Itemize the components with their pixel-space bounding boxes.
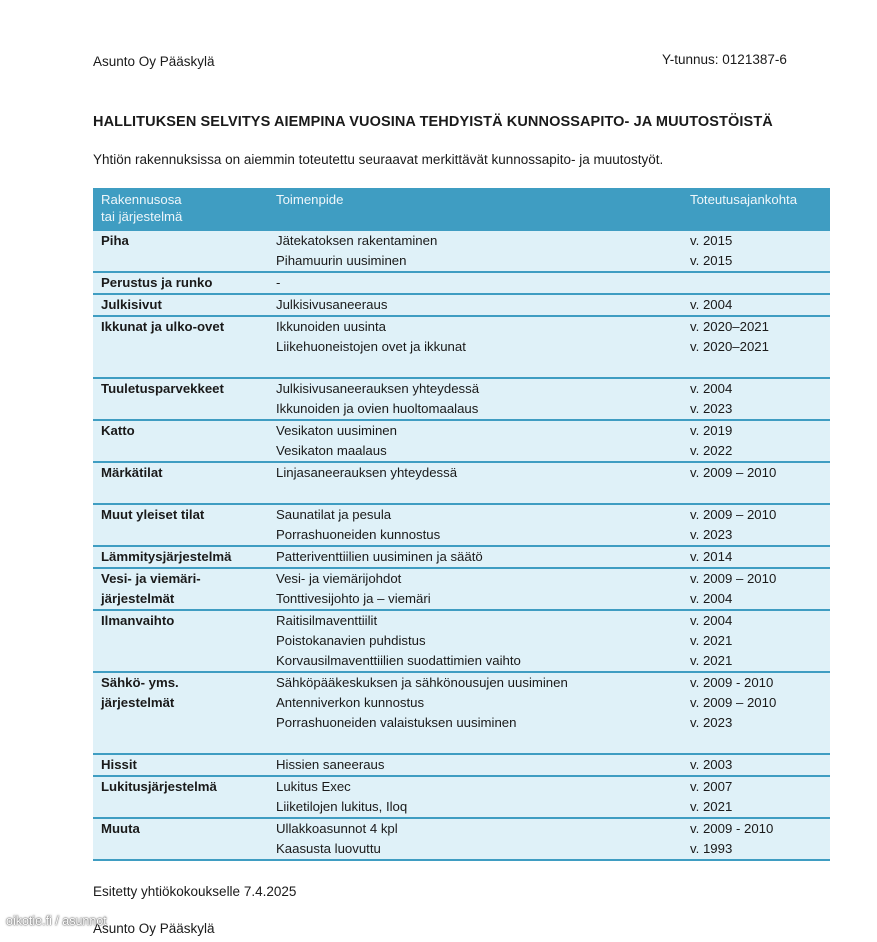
action-cell	[268, 462, 682, 504]
table-row	[93, 610, 830, 672]
building-part-label: Muuta	[101, 821, 140, 836]
building-part-cell	[93, 672, 268, 754]
action-cell	[268, 504, 682, 546]
table-row	[93, 546, 830, 568]
date-cell	[682, 316, 830, 378]
watermark: oikotie.fi / asunnot	[6, 914, 107, 928]
action-cell	[268, 672, 682, 754]
action-cell	[268, 776, 682, 818]
action-cell	[268, 568, 682, 610]
action-text: Raitisilmaventtiilit	[276, 613, 378, 628]
building-part-label: Julkisivut	[101, 297, 162, 312]
date-text: v. 2009 – 2010	[690, 571, 777, 586]
date-cell	[682, 818, 830, 860]
date-text: v. 2023	[690, 715, 733, 730]
action-text: Ullakkoasunnot 4 kpl	[276, 821, 398, 836]
action-text: Sähköpääkeskuksen ja sähkönousujen uusiminen	[276, 675, 568, 690]
signature-company: Asunto Oy Pääskylä	[93, 921, 215, 936]
building-part-cell	[93, 316, 268, 378]
date-text: v. 2019	[690, 423, 733, 438]
header-building-part	[93, 188, 268, 230]
building-part-label: Sähkö- yms.	[101, 675, 179, 690]
date-text: v. 2015	[690, 253, 733, 268]
action-text: Julkisivusaneerauksen yhteydessä	[276, 381, 480, 396]
date-cell	[682, 754, 830, 776]
table-row	[93, 568, 830, 610]
date-text: v. 2022	[690, 443, 733, 458]
action-text: -	[276, 275, 281, 290]
date-text: v. 2009 - 2010	[690, 821, 774, 836]
date-cell	[682, 672, 830, 754]
date-text: v. 2014	[690, 549, 733, 564]
date-cell	[682, 776, 830, 818]
date-text: v. 2004	[690, 613, 733, 628]
date-text: v. 2004	[690, 591, 733, 606]
building-part-cell	[93, 294, 268, 316]
building-part-label: Märkätilat	[101, 465, 163, 480]
building-part-label: Vesi- ja viemäri-	[101, 571, 201, 586]
action-text: Hissien saneeraus	[276, 757, 385, 772]
action-cell	[268, 610, 682, 672]
date-cell	[682, 272, 830, 294]
intro-text: Yhtiön rakennuksissa on aiemmin toteutettu seuraavat merkittävät kunnossapito- ja muutostyöt.	[93, 152, 664, 167]
action-text: Porrashuoneiden kunnostus	[276, 527, 441, 542]
table-header-row	[93, 188, 830, 230]
action-text: Jätekatoksen rakentaminen	[276, 233, 438, 248]
building-part-cell	[93, 610, 268, 672]
building-part-label: Ilmanvaihto	[101, 613, 175, 628]
action-text: Vesi- ja viemärijohdot	[276, 571, 402, 586]
date-cell	[682, 378, 830, 420]
business-id: Y-tunnus: 0121387-6	[662, 52, 787, 67]
action-text: Porrashuoneiden valaistuksen uusiminen	[276, 715, 517, 730]
action-text: Vesikaton uusiminen	[276, 423, 397, 438]
action-cell	[268, 294, 682, 316]
action-text: Patteriventtiilien uusiminen ja säätö	[276, 549, 483, 564]
action-text: Liikehuoneistojen ovet ja ikkunat	[276, 339, 466, 354]
date-text: v. 1993	[690, 841, 733, 856]
action-text: Kaasusta luovuttu	[276, 841, 381, 856]
date-text: v. 2007	[690, 779, 733, 794]
building-part-label: Tuuletusparvekkeet	[101, 381, 224, 396]
table-row	[93, 776, 830, 818]
table-row	[93, 272, 830, 294]
action-text: Antenniverkon kunnostus	[276, 695, 425, 710]
building-part-cell	[93, 568, 268, 610]
date-cell	[682, 568, 830, 610]
action-text: Liiketilojen lukitus, Iloq	[276, 799, 408, 814]
building-part-cell	[93, 546, 268, 568]
action-text: Ikkunoiden ja ovien huoltomaalaus	[276, 401, 479, 416]
date-cell	[682, 294, 830, 316]
table-row	[93, 754, 830, 776]
document-heading: HALLITUKSEN SELVITYS AIEMPINA VUOSINA TEHDYISTÄ KUNNOSSAPITO- JA MUUTOSTÖISTÄ	[93, 114, 773, 130]
date-text: v. 2004	[690, 297, 733, 312]
building-part-cell	[93, 420, 268, 462]
building-part-cell	[93, 754, 268, 776]
date-text: v. 2009 – 2010	[690, 465, 777, 480]
presented-date: Esitetty yhtiökokoukselle 7.4.2025	[93, 884, 297, 899]
date-text: v. 2021	[690, 633, 733, 648]
maintenance-table	[93, 188, 830, 861]
action-text: Tonttivesijohto ja – viemäri	[276, 591, 431, 606]
date-text: v. 2021	[690, 799, 733, 814]
table-row	[93, 462, 830, 504]
action-cell	[268, 546, 682, 568]
action-text: Linjasaneerauksen yhteydessä	[276, 465, 458, 480]
date-cell	[682, 462, 830, 504]
header-date	[682, 188, 830, 230]
date-text: v. 2009 - 2010	[690, 675, 774, 690]
building-part-cell	[93, 504, 268, 546]
building-part-label: Muut yleiset tilat	[101, 507, 205, 522]
table-row	[93, 230, 830, 272]
table-row	[93, 420, 830, 462]
company-name: Asunto Oy Pääskylä	[93, 54, 215, 69]
action-text: Poistokanavien puhdistus	[276, 633, 426, 648]
header-date-label: Toteutusajankohta	[690, 192, 798, 207]
date-text: v. 2009 – 2010	[690, 507, 777, 522]
date-text	[690, 273, 822, 293]
action-text: Vesikaton maalaus	[276, 443, 387, 458]
action-cell	[268, 272, 682, 294]
action-cell	[268, 818, 682, 860]
building-part-label: Ikkunat ja ulko-ovet	[101, 319, 225, 334]
date-text: v. 2020–2021	[690, 339, 769, 354]
table-row	[93, 818, 830, 860]
action-text: Saunatilat ja pesula	[276, 507, 392, 522]
date-text: v. 2004	[690, 381, 733, 396]
building-part-cell	[93, 462, 268, 504]
date-cell	[682, 610, 830, 672]
building-part-cell	[93, 776, 268, 818]
date-text: v. 2021	[690, 653, 733, 668]
date-text: v. 2009 – 2010	[690, 695, 777, 710]
table-row	[93, 378, 830, 420]
action-cell	[268, 316, 682, 378]
action-cell	[268, 378, 682, 420]
header-action-label: Toimenpide	[276, 192, 344, 207]
action-cell	[268, 420, 682, 462]
date-text: v. 2015	[690, 233, 733, 248]
table-row	[93, 672, 830, 754]
action-text: Ikkunoiden uusinta	[276, 319, 386, 334]
building-part-cell	[93, 818, 268, 860]
date-cell	[682, 546, 830, 568]
action-text: Pihamuurin uusiminen	[276, 253, 407, 268]
date-text: v. 2003	[690, 757, 733, 772]
action-text: Lukitus Exec	[276, 779, 351, 794]
building-part-cell	[93, 272, 268, 294]
table-row	[93, 316, 830, 378]
table-row	[93, 294, 830, 316]
building-part-label: Lukitusjärjestelmä	[101, 779, 217, 794]
date-text: v. 2020–2021	[690, 319, 769, 334]
date-cell	[682, 504, 830, 546]
action-text: Korvausilmaventtiilien suodattimien vaihto	[276, 653, 521, 668]
building-part-label: Katto	[101, 423, 135, 438]
date-cell	[682, 230, 830, 272]
building-part-label: järjestelmät	[101, 695, 175, 710]
date-text: v. 2023	[690, 527, 733, 542]
action-text: Julkisivusaneeraus	[276, 297, 388, 312]
building-part-cell	[93, 230, 268, 272]
date-cell	[682, 420, 830, 462]
building-part-cell	[93, 378, 268, 420]
date-text: v. 2023	[690, 401, 733, 416]
header-building-part-label: Rakennusosa tai järjestelmä	[101, 192, 183, 224]
action-cell	[268, 754, 682, 776]
building-part-label: Hissit	[101, 757, 137, 772]
building-part-label: Perustus ja runko	[101, 275, 213, 290]
building-part-label: Lämmitysjärjestelmä	[101, 549, 232, 564]
table-body	[93, 230, 830, 860]
table-row	[93, 504, 830, 546]
action-cell	[268, 230, 682, 272]
header-action	[268, 188, 682, 230]
building-part-label: Piha	[101, 233, 129, 248]
building-part-label: järjestelmät	[101, 591, 175, 606]
